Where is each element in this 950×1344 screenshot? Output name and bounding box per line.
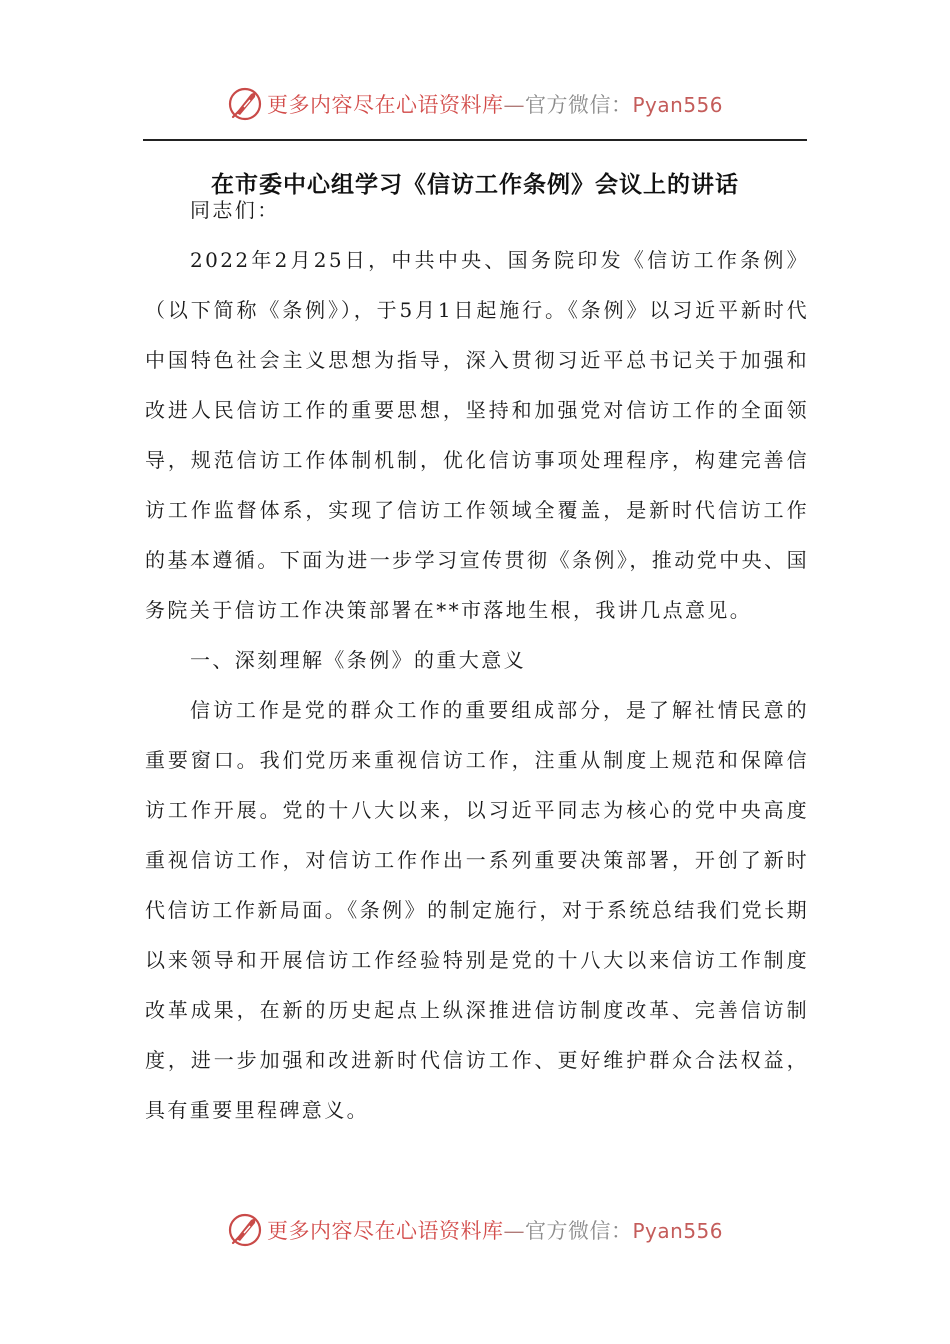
- document-body: [145, 185, 809, 1135]
- paragraph-intro: 2022年2月25日，中共中央、国务院印发《信访工作条例》（以下简称《条例》），于5月1日起施行。《条例》以习近平新时代中国特色社会主义思想为指导，深入贯彻习近平总书记关于加强和改进人民信访工作的重要思想，坚持和加强党对信访工作的全面领导，规范信访工作体制机制，优化信访事项处理程序，构建完善信访工作监督体系，实现了信访工作领域全覆盖，是新时代信访工作的基本遵循。下面为进一步学习宣传贯彻《条例》，推动党中央、国务院关于信访工作决策部署在**市落地生根，我讲几点意见。: [145, 248, 809, 622]
- salutation: 同志们：: [190, 198, 280, 222]
- section-heading: 一、深刻理解《条例》的重大意义: [190, 648, 526, 672]
- paragraph-significance: 信访工作是党的群众工作的重要组成部分，是了解社情民意的重要窗口。我们党历来重视信访工作，注重从制度上规范和保障信访工作开展。党的十八大以来，以习近平同志为核心的党中央高度重视信访工作，对信访工作作出一系列重要决策部署，开创了新时代信访工作新局面。《条例》的制定施行，对于系统总结我们党长期以来领导和开展信访工作经验特别是党的十八大以来信访工作制度改革成果，在新的历史起点上纵深推进信访制度改革、完善信访制度，进一步加强和改进新时代信访工作、更好维护群众合法权益，具有重要里程碑意义。: [145, 698, 809, 1122]
- banner-dash: —: [503, 1219, 525, 1243]
- banner-label: 官方微信：: [524, 93, 633, 117]
- banner-main-text: 更多内容尽在心语资料库: [266, 93, 504, 117]
- header-rule: [143, 139, 807, 141]
- quill-logo-icon: [227, 1212, 263, 1248]
- banner-main-text: 更多内容尽在心语资料库: [266, 1219, 504, 1243]
- banner-wechat-id: Pyan556: [632, 93, 723, 117]
- banner-wechat-id: Pyan556: [632, 1219, 723, 1243]
- header-banner: [0, 82, 950, 126]
- footer-banner: [0, 1208, 950, 1252]
- document-title: 在市委中心组学习《信访工作条例》会议上的讲话: [211, 172, 739, 198]
- quill-logo-icon: [227, 86, 263, 122]
- banner-label: 官方微信：: [524, 1219, 633, 1243]
- banner-dash: —: [503, 93, 525, 117]
